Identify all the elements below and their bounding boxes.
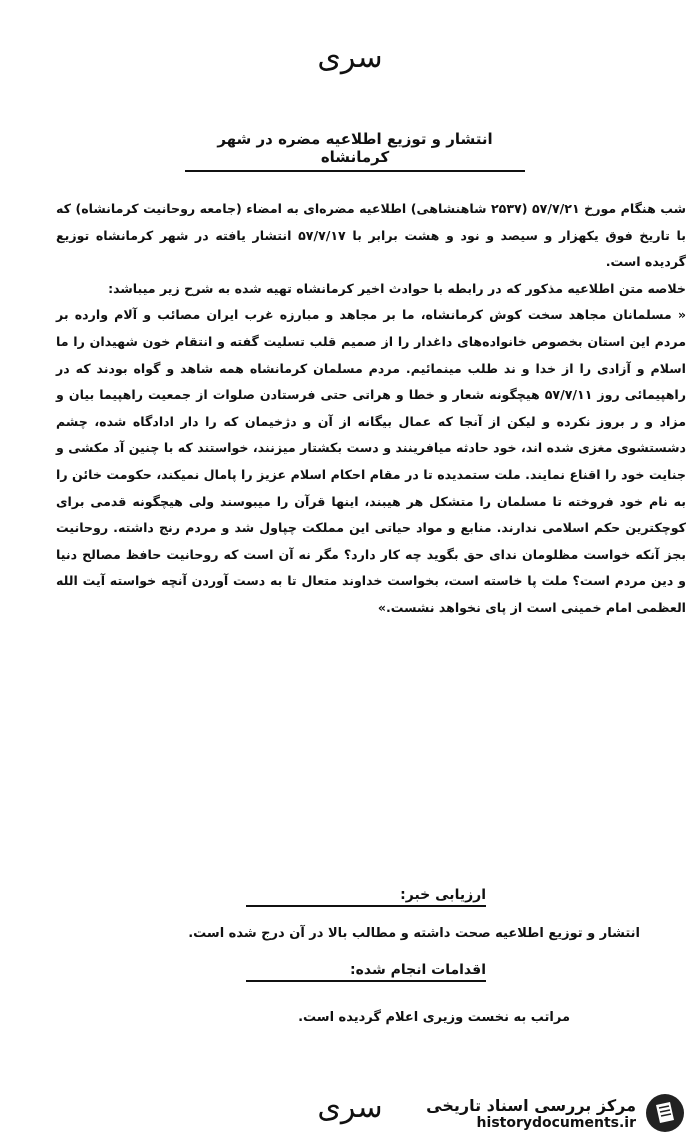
document-archive-icon [644, 1092, 686, 1134]
watermark [396, 1086, 686, 1140]
report-body [56, 196, 686, 622]
classification-header: سری [317, 40, 383, 75]
actions-heading: اقدامات انجام شده: [246, 962, 486, 982]
body-paragraph-quoted-text: « مسلمانان مجاهد سخت کوش کرمانشاه، ما بر مجاهد و مبارزه غرب ایران مصائب و آلام وارده بر مردم این استان بخصوص خانواده‌های داغدار را از صمیم قلب تسلیت گفته و انتقام خون شهیدان را ما اسلام و آزادی را از خدا و ند طلب مینمائیم. مردم مسلمان کرمانشاه همه شاهد و گواه بودند که در راهپیمائی روز ۵۷/۷/۱۱ هیچگونه شعار و خطا و هراتی حتی فرستادن صلوات از جمعیت راهپیما بیان و مزاد و ر بروز نکرده و لیکن از آنجا که عمال بیگانه از آن و دژخیمان که را دار ادادگاه شده، چشم دشستشوی مغزی شده اند، خود حادثه میافرینند و دست بکشتار میزنند، خواستند که با چنین آد مکشی و جنایت خود را اقناع نمایند. ملت ستمدیده تا در مقام احکام اسلام عزیز را پامال نمیکند، حکومت خائن را به نام خود فروخته تا مسلمان را متشکل هر هیبند، اینها قرآن را میبوسند ولی هیچگونه قدمی برای کوچکترین حکم اسلامی ندارند. منابع و مواد حیاتی این مملکت چپاول شد و مردم رنج داشته. روحانیت بجز آنکه خواست مظلومان ندای حق بگوید چه کار دارد؟ مگر نه آن است که روحانیت حافظ مصالح دنیا و دین مردم است؟ ملت پا خاسته است، بخواست خداوند متعال تا به دست آوردن آنچه خواسته آیت الله العظمی امام خمینی است از پای نخواهد نشست.» [56, 307, 686, 615]
evaluation-heading: ارزیابی خبر: [246, 887, 486, 907]
watermark-title: مرکز بررسی اسناد تاریخی [426, 1095, 636, 1115]
watermark-url: historydocuments.ir [476, 1114, 636, 1131]
document-title: انتشار و توزیع اطلاعیه مضره در شهر کرمانشاه [185, 130, 525, 172]
actions-text: مراتب به نخست وزیری اعلام گردیده است. [298, 1010, 570, 1025]
body-paragraph-summary-intro: خلاصه متن اطلاعیه مذکور که در رابطه با حوادث اخیر کرمانشاه تهیه شده به شرح زیر میباشد: [108, 280, 686, 296]
evaluation-text: انتشار و توزیع اطلاعیه صحت داشته و مطالب بالا در آن درج شده است. [188, 926, 640, 941]
classification-footer: سری [317, 1090, 383, 1125]
body-paragraph-incident: شب هنگام مورخ ۵۷/۷/۲۱ (۲۵۳۷ شاهنشاهی) اطلاعیه مضره‌ای به امضاء (جامعه روحانیت کرمانشاه) که با تاریخ فوق یکهزار و سیصد و نود و هشت برابر با ۵۷/۷/۱۷ انتشار یافته در شهر کرمانشاه توزیع گردیده است. [56, 201, 687, 270]
